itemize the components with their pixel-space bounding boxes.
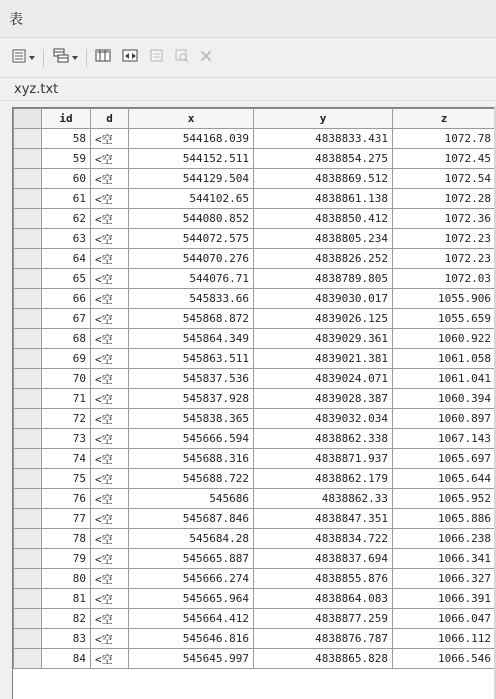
row-selector[interactable] [14, 309, 42, 329]
row-selector[interactable] [14, 629, 42, 649]
cell-z[interactable]: 1066.112 [393, 629, 496, 649]
table-body [14, 129, 496, 669]
cell-z[interactable]: 1072.23 [393, 249, 496, 269]
cell-id[interactable]: 62 [42, 209, 91, 229]
related-tables-icon [52, 48, 70, 68]
cell-z[interactable]: 1055.906 [393, 289, 496, 309]
cell-y[interactable]: 4838826.252 [254, 249, 393, 269]
cell-x[interactable]: 545665.964 [129, 589, 254, 609]
cell-d[interactable]: <空 [91, 209, 129, 229]
cell-d[interactable]: <空 [91, 449, 129, 469]
cell-id[interactable]: 64 [42, 249, 91, 269]
table-row[interactable] [14, 149, 496, 169]
table-row[interactable] [14, 169, 496, 189]
data-grid [12, 107, 495, 699]
cell-id[interactable]: 59 [42, 149, 91, 169]
cell-z[interactable]: 1066.327 [393, 569, 496, 589]
column-header-id[interactable]: id [42, 109, 91, 129]
cell-z[interactable]: 1072.23 [393, 229, 496, 249]
table-row[interactable] [14, 349, 496, 369]
cell-id[interactable]: 80 [42, 569, 91, 589]
cell-id[interactable]: 75 [42, 469, 91, 489]
cell-z[interactable]: 1066.341 [393, 549, 496, 569]
row-selector[interactable] [14, 269, 42, 289]
cell-z[interactable]: 1067.143 [393, 429, 496, 449]
cell-d[interactable]: <空 [91, 469, 129, 489]
chevron-down-icon [29, 56, 35, 60]
table-row[interactable] [14, 649, 496, 669]
cell-y[interactable]: 4838877.259 [254, 609, 393, 629]
cell-d[interactable]: <空 [91, 149, 129, 169]
cell-id[interactable]: 58 [42, 129, 91, 149]
cell-d[interactable]: <空 [91, 649, 129, 669]
cell-id[interactable]: 71 [42, 389, 91, 409]
cell-y[interactable]: 4838833.431 [254, 129, 393, 149]
cell-x[interactable]: 545666.594 [129, 429, 254, 449]
row-selector[interactable] [14, 449, 42, 469]
cell-z[interactable]: 1072.45 [393, 149, 496, 169]
row-selector[interactable] [14, 209, 42, 229]
cell-d[interactable]: <空 [91, 569, 129, 589]
cell-d[interactable]: <空 [91, 129, 129, 149]
cell-x[interactable]: 544168.039 [129, 129, 254, 149]
cell-y[interactable]: 4838855.876 [254, 569, 393, 589]
cell-d[interactable]: <空 [91, 229, 129, 249]
cell-id[interactable]: 79 [42, 549, 91, 569]
table-row[interactable] [14, 489, 496, 509]
column-header-d[interactable]: d [91, 109, 129, 129]
cell-y[interactable]: 4839030.017 [254, 289, 393, 309]
cell-id[interactable]: 77 [42, 509, 91, 529]
clear-selection-button[interactable] [148, 47, 166, 69]
cell-y[interactable]: 4839028.387 [254, 389, 393, 409]
cell-x[interactable]: 545664.412 [129, 609, 254, 629]
table-row[interactable] [14, 529, 496, 549]
cell-z[interactable]: 1072.54 [393, 169, 496, 189]
cell-x[interactable]: 544152.511 [129, 149, 254, 169]
table-row[interactable] [14, 329, 496, 349]
cell-d[interactable]: <空 [91, 269, 129, 289]
row-selector[interactable] [14, 129, 42, 149]
cell-x[interactable]: 545833.66 [129, 289, 254, 309]
clear-selection-icon [149, 48, 165, 68]
cell-z[interactable]: 1060.922 [393, 329, 496, 349]
cell-y[interactable]: 4839021.381 [254, 349, 393, 369]
cell-id[interactable]: 81 [42, 589, 91, 609]
cell-id[interactable]: 72 [42, 409, 91, 429]
table-row[interactable] [14, 209, 496, 229]
cell-z[interactable]: 1072.36 [393, 209, 496, 229]
cell-x[interactable]: 545684.28 [129, 529, 254, 549]
cell-y[interactable]: 4838861.138 [254, 189, 393, 209]
cell-y[interactable]: 4839029.361 [254, 329, 393, 349]
cell-x[interactable]: 544102.65 [129, 189, 254, 209]
cell-y[interactable]: 4838865.828 [254, 649, 393, 669]
row-selector[interactable] [14, 149, 42, 169]
cell-d[interactable]: <空 [91, 309, 129, 329]
cell-z[interactable]: 1061.041 [393, 369, 496, 389]
cell-y[interactable]: 4838862.179 [254, 469, 393, 489]
cell-x[interactable]: 545863.511 [129, 349, 254, 369]
cell-id[interactable]: 70 [42, 369, 91, 389]
table-options-icon [11, 48, 27, 68]
cell-y[interactable]: 4838854.275 [254, 149, 393, 169]
table-row[interactable] [14, 309, 496, 329]
cell-x[interactable]: 545688.722 [129, 469, 254, 489]
table-row[interactable] [14, 629, 496, 649]
row-selector[interactable] [14, 509, 42, 529]
row-selector[interactable] [14, 609, 42, 629]
cell-x[interactable]: 544070.276 [129, 249, 254, 269]
table-row[interactable] [14, 609, 496, 629]
cell-x[interactable]: 545645.997 [129, 649, 254, 669]
table-row[interactable] [14, 429, 496, 449]
cell-y[interactable]: 4838837.694 [254, 549, 393, 569]
row-selector[interactable] [14, 569, 42, 589]
cell-y[interactable]: 4838847.351 [254, 509, 393, 529]
row-selector[interactable] [14, 369, 42, 389]
row-selector[interactable] [14, 229, 42, 249]
cell-d[interactable]: <空 [91, 169, 129, 189]
cell-d[interactable]: <空 [91, 629, 129, 649]
cell-y[interactable]: 4838864.083 [254, 589, 393, 609]
row-selector[interactable] [14, 469, 42, 489]
cell-y[interactable]: 4838869.512 [254, 169, 393, 189]
cell-y[interactable]: 4838789.805 [254, 269, 393, 289]
related-tables-button[interactable] [51, 47, 79, 69]
cell-d[interactable]: <空 [91, 369, 129, 389]
table-row[interactable] [14, 569, 496, 589]
zoom-to-selected-button[interactable] [173, 47, 191, 69]
cell-z[interactable]: 1072.28 [393, 189, 496, 209]
cell-d[interactable]: <空 [91, 429, 129, 449]
switch-selection-icon [122, 48, 140, 68]
row-selector[interactable] [14, 429, 42, 449]
row-selector[interactable] [14, 549, 42, 569]
cell-z[interactable]: 1065.886 [393, 509, 496, 529]
cell-d[interactable]: <空 [91, 249, 129, 269]
cell-x[interactable]: 545838.365 [129, 409, 254, 429]
row-selector[interactable] [14, 349, 42, 369]
cell-d[interactable]: <空 [91, 589, 129, 609]
cell-x[interactable]: 545665.887 [129, 549, 254, 569]
cell-z[interactable]: 1065.697 [393, 449, 496, 469]
cell-d[interactable]: <空 [91, 609, 129, 629]
cell-id[interactable]: 61 [42, 189, 91, 209]
cell-id[interactable]: 78 [42, 529, 91, 549]
cell-x[interactable]: 545837.928 [129, 389, 254, 409]
table-row[interactable] [14, 469, 496, 489]
cell-id[interactable]: 60 [42, 169, 91, 189]
table-row[interactable] [14, 589, 496, 609]
cell-y[interactable]: 4838850.412 [254, 209, 393, 229]
cell-z[interactable]: 1066.238 [393, 529, 496, 549]
cell-d[interactable]: <空 [91, 409, 129, 429]
column-header-y[interactable]: y [254, 109, 393, 129]
row-selector[interactable] [14, 189, 42, 209]
table-row[interactable] [14, 549, 496, 569]
cell-x[interactable]: 544129.504 [129, 169, 254, 189]
cell-z[interactable]: 1060.897 [393, 409, 496, 429]
cell-d[interactable]: <空 [91, 549, 129, 569]
cell-id[interactable]: 65 [42, 269, 91, 289]
table-row[interactable] [14, 449, 496, 469]
cell-x[interactable]: 545687.846 [129, 509, 254, 529]
cell-y[interactable]: 4838862.338 [254, 429, 393, 449]
row-selector[interactable] [14, 289, 42, 309]
cell-x[interactable]: 545688.316 [129, 449, 254, 469]
table-row[interactable] [14, 189, 496, 209]
cell-id[interactable]: 76 [42, 489, 91, 509]
cell-x[interactable]: 544072.575 [129, 229, 254, 249]
cell-y[interactable]: 4838862.33 [254, 489, 393, 509]
row-selector-header[interactable] [14, 109, 42, 129]
cell-id[interactable]: 66 [42, 289, 91, 309]
table-row[interactable] [14, 289, 496, 309]
cell-d[interactable]: <空 [91, 189, 129, 209]
cell-z[interactable]: 1061.058 [393, 349, 496, 369]
cell-d[interactable]: <空 [91, 529, 129, 549]
column-header-x[interactable]: x [129, 109, 254, 129]
cell-d[interactable]: <空 [91, 329, 129, 349]
cell-id[interactable]: 74 [42, 449, 91, 469]
cell-id[interactable]: 83 [42, 629, 91, 649]
cell-d[interactable]: <空 [91, 349, 129, 369]
cell-id[interactable]: 69 [42, 349, 91, 369]
attribute-table [13, 108, 495, 669]
cell-x[interactable]: 544080.852 [129, 209, 254, 229]
switch-selection-button[interactable] [121, 47, 141, 69]
cell-d[interactable]: <空 [91, 389, 129, 409]
select-by-attributes-button[interactable] [94, 47, 114, 69]
cell-y[interactable]: 4839032.034 [254, 409, 393, 429]
row-selector[interactable] [14, 529, 42, 549]
row-selector[interactable] [14, 409, 42, 429]
delete-selected-button[interactable] [198, 47, 214, 69]
column-header-z[interactable]: z [393, 109, 496, 129]
cell-x[interactable]: 545837.536 [129, 369, 254, 389]
toolbar-divider [43, 49, 44, 67]
cell-id[interactable]: 68 [42, 329, 91, 349]
cell-y[interactable]: 4838876.787 [254, 629, 393, 649]
cell-id[interactable]: 67 [42, 309, 91, 329]
cell-x[interactable]: 545666.274 [129, 569, 254, 589]
table-row[interactable] [14, 509, 496, 529]
cell-x[interactable]: 545686 [129, 489, 254, 509]
table-row[interactable] [14, 249, 496, 269]
cell-d[interactable]: <空 [91, 509, 129, 529]
window-titlebar [0, 0, 496, 38]
row-selector[interactable] [14, 589, 42, 609]
row-selector[interactable] [14, 169, 42, 189]
cell-y[interactable]: 4838871.937 [254, 449, 393, 469]
cell-z[interactable]: 1072.78 [393, 129, 496, 149]
cell-id[interactable]: 63 [42, 229, 91, 249]
cell-z[interactable]: 1066.047 [393, 609, 496, 629]
cell-id[interactable]: 84 [42, 649, 91, 669]
row-selector[interactable] [14, 649, 42, 669]
table-name: xyz.txt [0, 78, 496, 101]
zoom-to-selected-icon [174, 48, 190, 68]
cell-d[interactable]: <空 [91, 289, 129, 309]
table-row[interactable] [14, 269, 496, 289]
cell-x[interactable]: 544076.71 [129, 269, 254, 289]
table-row[interactable] [14, 229, 496, 249]
table-row[interactable] [14, 409, 496, 429]
cell-d[interactable]: <空 [91, 489, 129, 509]
cell-z[interactable]: 1055.659 [393, 309, 496, 329]
table-row[interactable] [14, 389, 496, 409]
cell-x[interactable]: 545646.816 [129, 629, 254, 649]
cell-z[interactable]: 1065.952 [393, 489, 496, 509]
cell-z[interactable]: 1072.03 [393, 269, 496, 289]
row-selector[interactable] [14, 489, 42, 509]
cell-id[interactable]: 82 [42, 609, 91, 629]
cell-id[interactable]: 73 [42, 429, 91, 449]
cell-z[interactable]: 1066.546 [393, 649, 496, 669]
toolbar-divider [86, 49, 87, 67]
cell-x[interactable]: 545868.872 [129, 309, 254, 329]
cell-y[interactable]: 4838834.722 [254, 529, 393, 549]
cell-z[interactable]: 1066.391 [393, 589, 496, 609]
cell-y[interactable]: 4839024.071 [254, 369, 393, 389]
delete-selected-icon [199, 48, 213, 67]
select-by-attributes-icon [95, 48, 113, 68]
table-row[interactable] [14, 129, 496, 149]
row-selector[interactable] [14, 249, 42, 269]
cell-z[interactable]: 1065.644 [393, 469, 496, 489]
cell-y[interactable]: 4838805.234 [254, 229, 393, 249]
header-row [14, 109, 496, 129]
cell-x[interactable]: 545864.349 [129, 329, 254, 349]
row-selector[interactable] [14, 329, 42, 349]
chevron-down-icon [72, 56, 78, 60]
table-row[interactable] [14, 369, 496, 389]
cell-y[interactable]: 4839026.125 [254, 309, 393, 329]
table-options-button[interactable] [10, 47, 36, 69]
row-selector[interactable] [14, 389, 42, 409]
cell-z[interactable]: 1060.394 [393, 389, 496, 409]
window-title: 表 [9, 11, 23, 28]
table-toolbar [0, 38, 496, 78]
